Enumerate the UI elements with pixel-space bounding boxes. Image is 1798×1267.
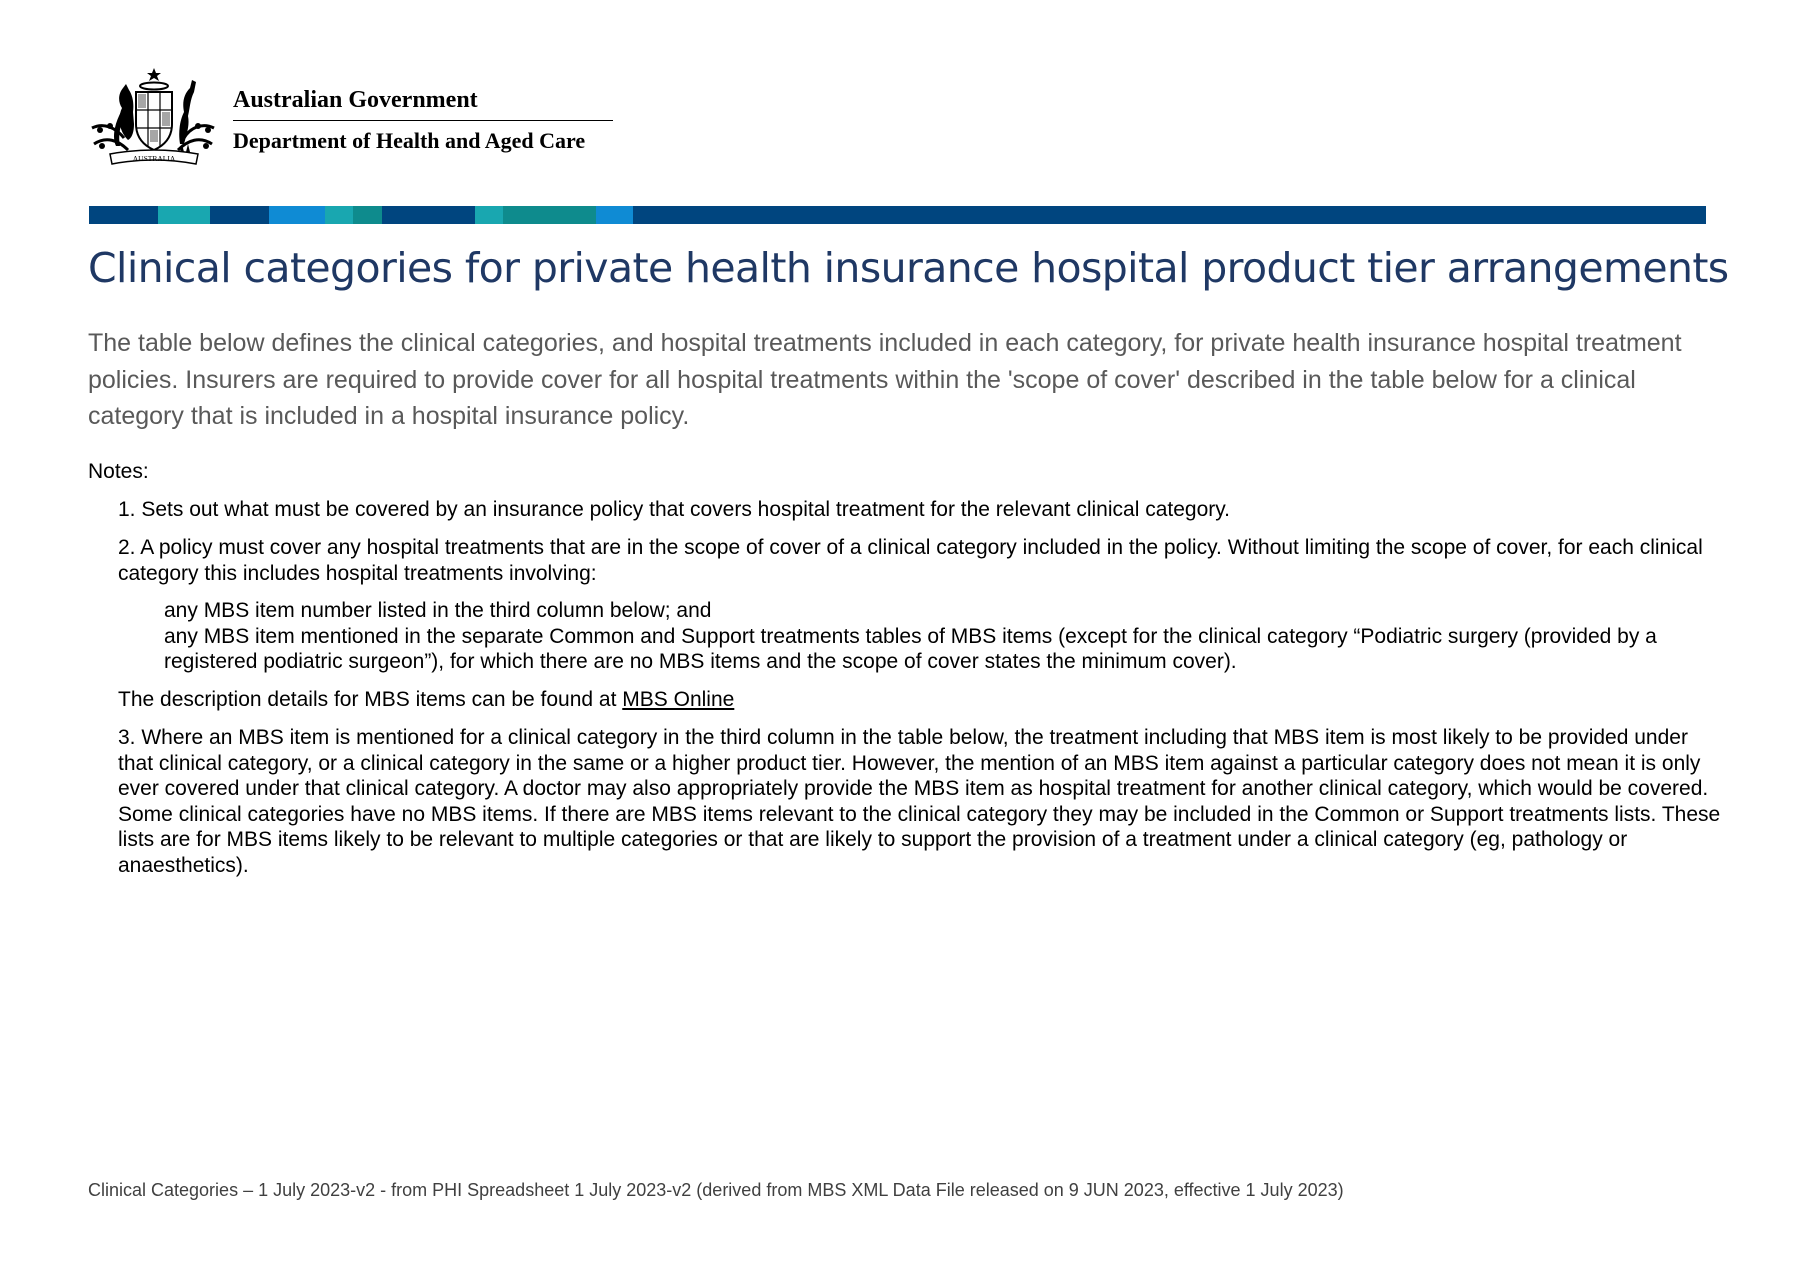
brand-bar-segment bbox=[158, 206, 210, 224]
note-2-item-2: any MBS item mentioned in the separate Common and Support treatments tables of MBS items (except for the clinical category “Podiatric surgery (provided by a registered podiatric surgeon”), for which there are no MBS items and the scope of cover states the minimum cover). bbox=[164, 624, 1657, 673]
note-1: 1. Sets out what must be covered by an insurance policy that covers hospital treatment for the relevant clinical category. bbox=[118, 497, 1231, 521]
intro-paragraph: The table below defines the clinical categories, and hospital treatments included in each category, for private health insurance hospital treatment policies. Insurers are required to provide cover for all hospital treatments within the 'scope of cover' described in the table below for a clinical category that is included in a hospital insurance policy. bbox=[88, 329, 1682, 430]
brand-color-bar bbox=[89, 206, 1706, 224]
note-2-item-1: any MBS item number listed in the third column below; and bbox=[164, 599, 712, 622]
brand-bar-segment bbox=[633, 206, 1706, 224]
note-2: 2. A policy must cover any hospital treatments that are in the scope of cover of a clinical category included in the policy. Without limiting the scope of cover, for each clinical category this includes hospital treatments involving: bbox=[118, 536, 1703, 585]
mbs-online-note bbox=[118, 687, 1728, 713]
department-name: Department of Health and Aged Care bbox=[233, 127, 586, 153]
brand-bar-segment bbox=[325, 206, 353, 224]
document-footer: Clinical Categories – 1 July 2023-v2 - from PHI Spreadsheet 1 July 2023-v2 (derived from MBS XML Data File released on 9 JUN 2023, effective 1 July 2023) bbox=[88, 1180, 1344, 1200]
page-title: Clinical categories for private health insurance hospital product tier arrangements bbox=[88, 244, 1729, 292]
government-header bbox=[88, 66, 613, 170]
government-wordmark bbox=[233, 83, 613, 154]
notes-section bbox=[88, 459, 1728, 891]
brand-bar-segment bbox=[503, 206, 596, 224]
notes-label: Notes: bbox=[88, 460, 149, 483]
brand-bar-segment bbox=[596, 206, 633, 224]
brand-bar-segment bbox=[353, 206, 382, 224]
brand-bar-segment bbox=[210, 206, 269, 224]
note-2-sublist bbox=[164, 598, 1728, 675]
brand-bar-segment bbox=[89, 206, 158, 224]
brand-bar-segment bbox=[269, 206, 325, 224]
note-3: 3. Where an MBS item is mentioned for a clinical category in the third column in the table below, the treatment including that MBS item is most likely to be provided under that clinical category, or a clinical category in the same or a higher product tier. However, the mention of an MBS item against a particular category does not mean it is only ever covered under that clinical category. A doctor may also appropriately provide the MBS item as hospital treatment for another clinical category, which would be covered. Some clinical categories have no MBS items. If there are MBS items relevant to the clinical category they may be included in the Common or Support treatments lists. These lists are for MBS items likely to be relevant to multiple categories or that are likely to support the provision of a treatment under a clinical category (eg, pathology or anaesthetics). bbox=[118, 726, 1721, 877]
brand-bar-segment bbox=[382, 206, 475, 224]
government-name: Australian Government bbox=[233, 87, 613, 121]
mbs-online-text: The description details for MBS items can be found at bbox=[118, 687, 617, 711]
mbs-online-link[interactable]: MBS Online bbox=[622, 687, 735, 711]
australian-coat-of-arms-icon bbox=[88, 66, 220, 170]
brand-bar-segment bbox=[475, 206, 503, 224]
crest-motto: AUSTRALIA bbox=[132, 154, 176, 163]
